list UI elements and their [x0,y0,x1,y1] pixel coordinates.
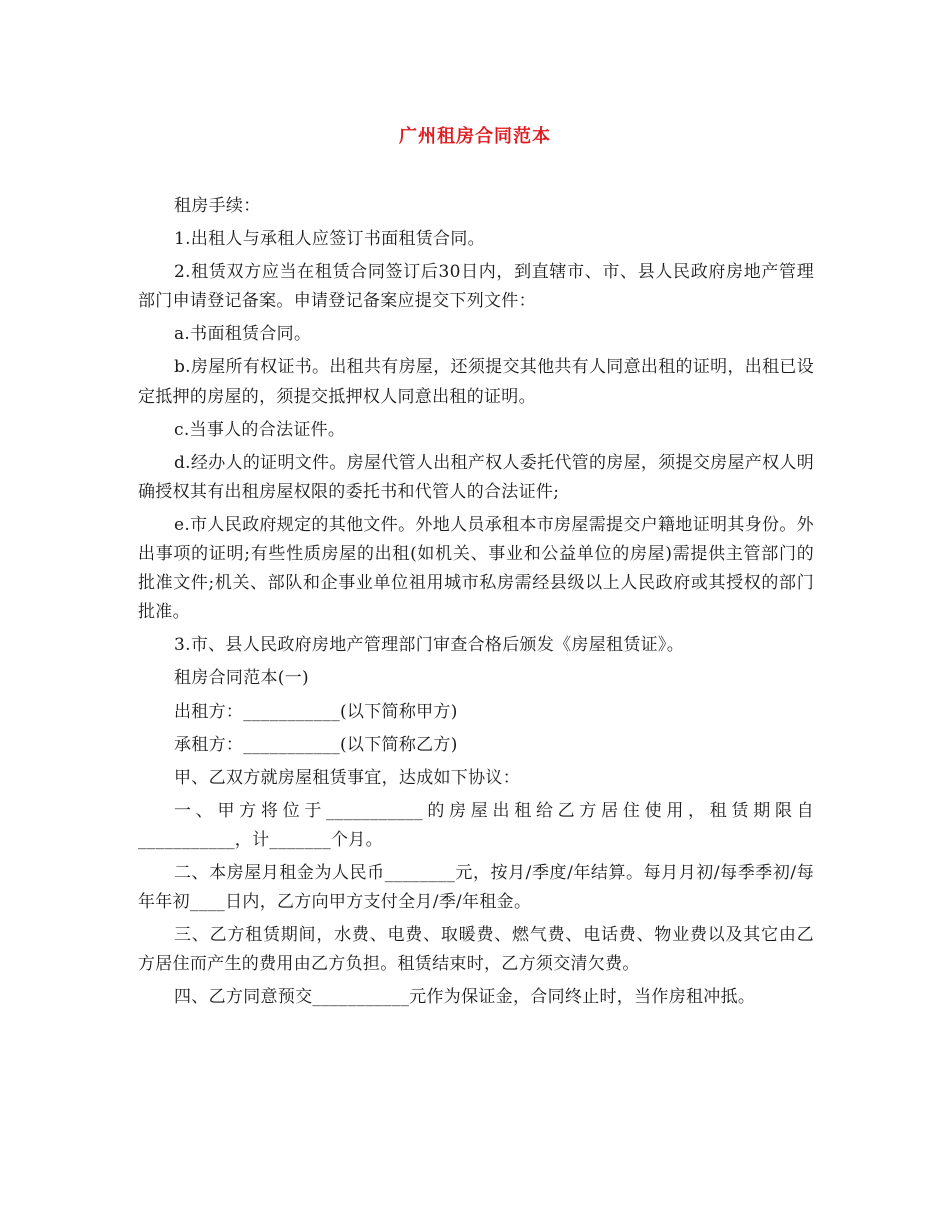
paragraph-item-d: d.经办人的证明文件。房屋代管人出租产权人委托代管的房屋，须提交房屋产权人明确授权其有出租房屋权限的委托书和代管人的合法证件; [138,452,814,502]
paragraph-step-1: 1.出租人与承租人应签订书面租赁合同。 [174,229,485,250]
paragraph-lessor: 出租方：___________(以下简称甲方) [174,701,458,722]
paragraph-item-a: a.书面租赁合同。 [174,324,312,345]
paragraph-item-c: c.当事人的合法证件。 [174,419,346,440]
paragraph-step-2: 2.租赁双方应当在租赁合同签订后30日内，到直辖市、市、县人民政府房地产管理部门申请登记备案。申请登记备案应提交下列文件： [138,262,814,312]
paragraph-clause-2: 二、本房屋月租金为人民币________元，按月/季度/年结算。每月月初/每季季初/每年年初____日内，乙方向甲方支付全月/季/年租金。 [138,862,814,913]
document-body [138,192,814,1016]
paragraph-agreement-intro: 甲、乙双方就房屋租赁事宜，达成如下协议： [174,767,520,788]
paragraph-clause-3: 三、乙方租赁期间，水费、电费、取暖费、燃气费、电话费、物业费以及其它由乙方居住而产生的费用由乙方负担。租赁结束时，乙方须交清欠费。 [138,925,814,975]
paragraph-clause-1: 一、甲方将位于___________的房屋出租给乙方居住使用，租赁期限自___________，计_______个月。 [138,800,814,850]
document-title: 广州租房合同范本 [399,126,551,147]
paragraph-item-b: b.房屋所有权证书。出租共有房屋，还须提交其他共有人同意出租的证明，出租已设定抵押的房屋的，须提交抵押权人同意出租的证明。 [138,357,814,407]
paragraph-contract-heading: 租房合同范本(一) [174,668,309,689]
paragraph-clause-4: 四、乙方同意预交___________元作为保证金，合同终止时，当作房租冲抵。 [174,987,756,1008]
paragraph-step-3: 3.市、县人民政府房地产管理部门审查合格后颁发《房屋租赁证》。 [174,635,685,656]
paragraph-item-e: e.市人民政府规定的其他文件。外地人员承租本市房屋需提交户籍地证明其身份。外出事项的证明;有些性质房屋的出租(如机关、事业和公益单位的房屋)需提供主管部门的批准文件;机关、部队和企事业单位祖用城市私房需经县级以上人民政府或其授权的部门批准。 [138,514,814,623]
paragraph-procedures-heading: 租房手续： [174,196,261,216]
paragraph-lessee: 承租方：___________(以下简称乙方) [174,734,458,755]
